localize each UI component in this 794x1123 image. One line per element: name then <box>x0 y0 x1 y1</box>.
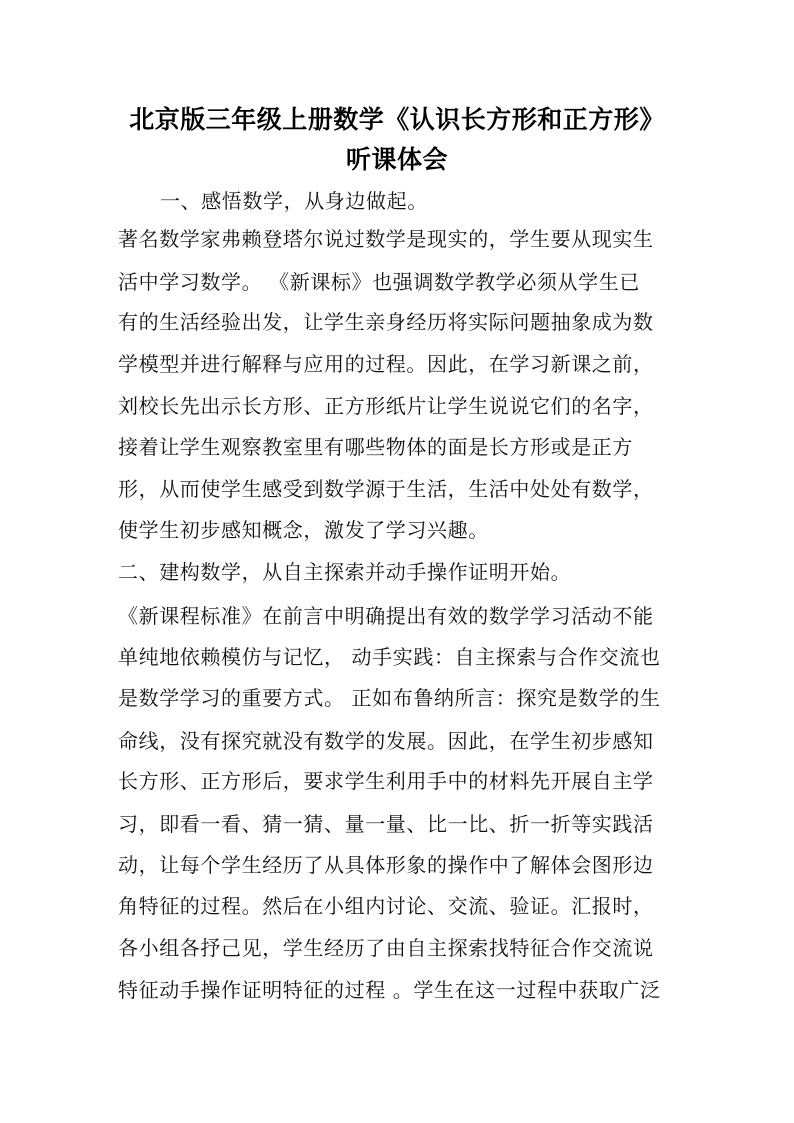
body-line: 有的生活经验出发，让学生亲身经历将实际问题抽象成为数 <box>118 310 654 334</box>
section-heading-1: 一、感悟数学，从身边做起。 <box>160 189 428 213</box>
document-title-line-1: 北京版三年级上册数学《认识长方形和正方形》 <box>129 105 665 134</box>
body-line: 使学生初步感知概念，激发了学习兴趣。 <box>118 518 489 542</box>
body-line: 《新课程标准》在前言中明确提出有效的数学学习活动不能 <box>118 604 654 628</box>
body-line: 著名数学家弗赖登塔尔说过数学是现实的，学生要从现实生 <box>118 227 654 251</box>
body-line: 长方形、正方形后，要求学生利用手中的材料先开展自主学 <box>118 769 654 793</box>
body-line: 学模型并进行解释与应用的过程。因此，在学习新课之前， <box>118 352 654 376</box>
body-line: 是数学学习的重要方式。 正如布鲁纳所言：探究是数学的生 <box>118 686 661 710</box>
body-line: 形，从而使学生感受到数学源于生活，生活中处处有数学， <box>118 477 654 501</box>
body-line: 刘校长先出示长方形、正方形纸片让学生说说它们的名字， <box>118 394 654 418</box>
body-line: 各小组各抒己见，学生经历了由自主探索找特征合作交流说 <box>118 936 654 960</box>
body-line: 单纯地依赖模仿与记忆， 动手实践：自主探索与合作交流也 <box>118 645 661 669</box>
document-title-line-2: 听课体会 <box>345 145 448 174</box>
body-line: 特征动手操作证明特征的过程 。学生在这一过程中获取广泛 <box>118 978 661 1002</box>
body-line: 角特征的过程。然后在小组内讨论、交流、验证。汇报时， <box>118 894 654 918</box>
body-line: 接着让学生观察教室里有哪些物体的面是长方形或是正方 <box>118 435 633 459</box>
body-line: 活中学习数学。 《新课标》也强调数学教学必须从学生已 <box>118 270 640 294</box>
body-line: 习，即看一看、猜一猜、量一量、比一比、折一折等实践活 <box>118 812 654 836</box>
body-line: 动，让每个学生经历了从具体形象的操作中了解体会图形边 <box>118 853 654 877</box>
body-line: 命线，没有探究就没有数学的发展。因此，在学生初步感知 <box>118 729 654 753</box>
section-heading-2: 二、建构数学，从自主探索并动手操作证明开始。 <box>118 560 572 584</box>
